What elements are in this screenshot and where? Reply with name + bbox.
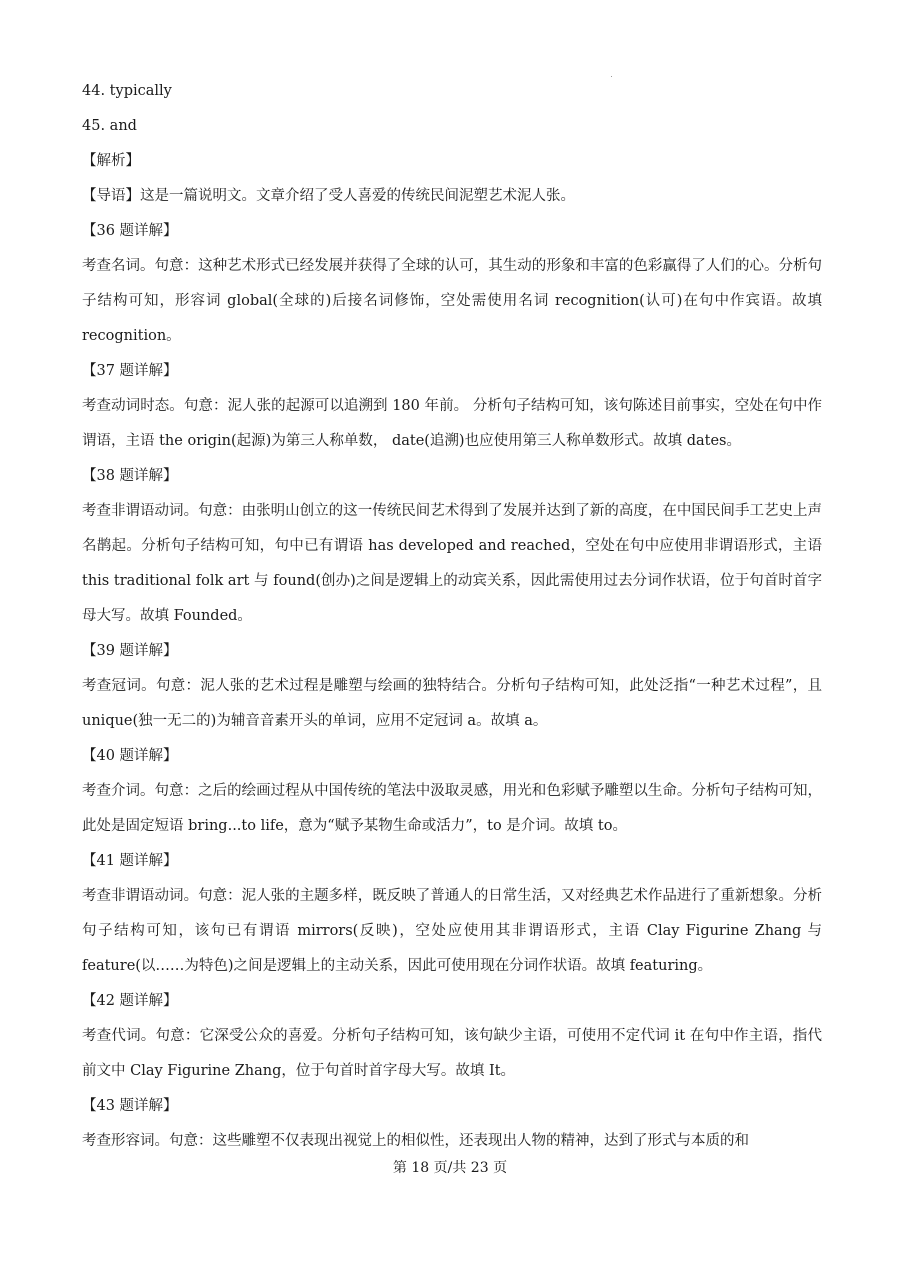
analysis-label: 【解析】 [82, 153, 140, 169]
item-heading-36: 【36 题详解】 [82, 223, 178, 239]
item-text-37: 考查动词时态。句意：泥人张的起源可以追溯到 180 年前。 分析句子结构可知，该句陈述目前事实，空处在句中作谓语，主语 the origin(起源)为第三人称单数， date(追溯)也应使用第三人称单数形式。故填 dates。 [82, 398, 822, 449]
item-text-38: 考查非谓语动词。句意：由张明山创立的这一传统民间艺术得到了发展并达到了新的高度，在中国民间手工艺史上声名鹊起。分析句子结构可知，句中已有谓语 has developed and reached，空处在句中应使用非谓语形式，主语 this traditional folk art 与 found(创办)之间是逻辑上的动宾关系，因此需使用过去分词作状语，位于句首时首字母大写。故填 Founded。 [82, 503, 822, 624]
item-heading-42: 【42 题详解】 [82, 993, 178, 1009]
item-heading-41: 【41 题详解】 [82, 853, 178, 869]
item-heading-39: 【39 题详解】 [82, 643, 178, 659]
item-text-40: 考查介词。句意：之后的绘画过程从中国传统的笔法中汲取灵感，用光和色彩赋予雕塑以生命。分析句子结构可知，此处是固定短语 bring...to life，意为“赋予某物生命或活力”，to 是介词。故填 to。 [82, 783, 822, 834]
page-number-footer: 第 18 页/共 23 页 [392, 1160, 508, 1176]
item-heading-40: 【40 题详解】 [82, 748, 178, 764]
item-heading-43: 【43 题详解】 [82, 1098, 178, 1114]
item-text-39: 考查冠词。句意：泥人张的艺术过程是雕塑与绘画的独特结合。分析句子结构可知，此处泛指“一种艺术过程”，且 unique(独一无二的)为辅音音素开头的单词，应用不定冠词 a。故填 a。 [82, 678, 822, 729]
item-text-41: 考查非谓语动词。句意：泥人张的主题多样，既反映了普通人的日常生活，又对经典艺术作品进行了重新想象。分析句子结构可知，该句已有谓语 mirrors(反映)，空处应使用其非谓语形式，主语 Clay Figurine Zhang 与 feature(以……为特色)之间是逻辑上的主动关系，因此可使用现在分词作状语。故填 featuring。 [82, 888, 822, 974]
page-content [82, 74, 822, 1159]
answer-45: 45. and [82, 118, 137, 134]
item-text-36: 考查名词。句意：这种艺术形式已经发展并获得了全球的认可，其生动的形象和丰富的色彩赢得了人们的心。分析句子结构可知，形容词 global(全球的)后接名词修饰，空处需使用名词 recognition(认可)在句中作宾语。故填 recognition。 [82, 258, 822, 344]
item-text-42: 考查代词。句意：它深受公众的喜爱。分析句子结构可知，该句缺少主语，可使用不定代词 it 在句中作主语，指代前文中 Clay Figurine Zhang，位于句首时首字母大写。故填 It。 [82, 1028, 822, 1079]
item-text-43: 考查形容词。句意：这些雕塑不仅表现出视觉上的相似性，还表现出人物的精神，达到了形式与本质的和 [82, 1133, 749, 1149]
answer-44: 44. typically [82, 83, 172, 99]
item-heading-37: 【37 题详解】 [82, 363, 178, 379]
intro-paragraph: 【导语】这是一篇说明文。文章介绍了受人喜爱的传统民间泥塑艺术泥人张。 [82, 188, 575, 204]
item-heading-38: 【38 题详解】 [82, 468, 178, 484]
